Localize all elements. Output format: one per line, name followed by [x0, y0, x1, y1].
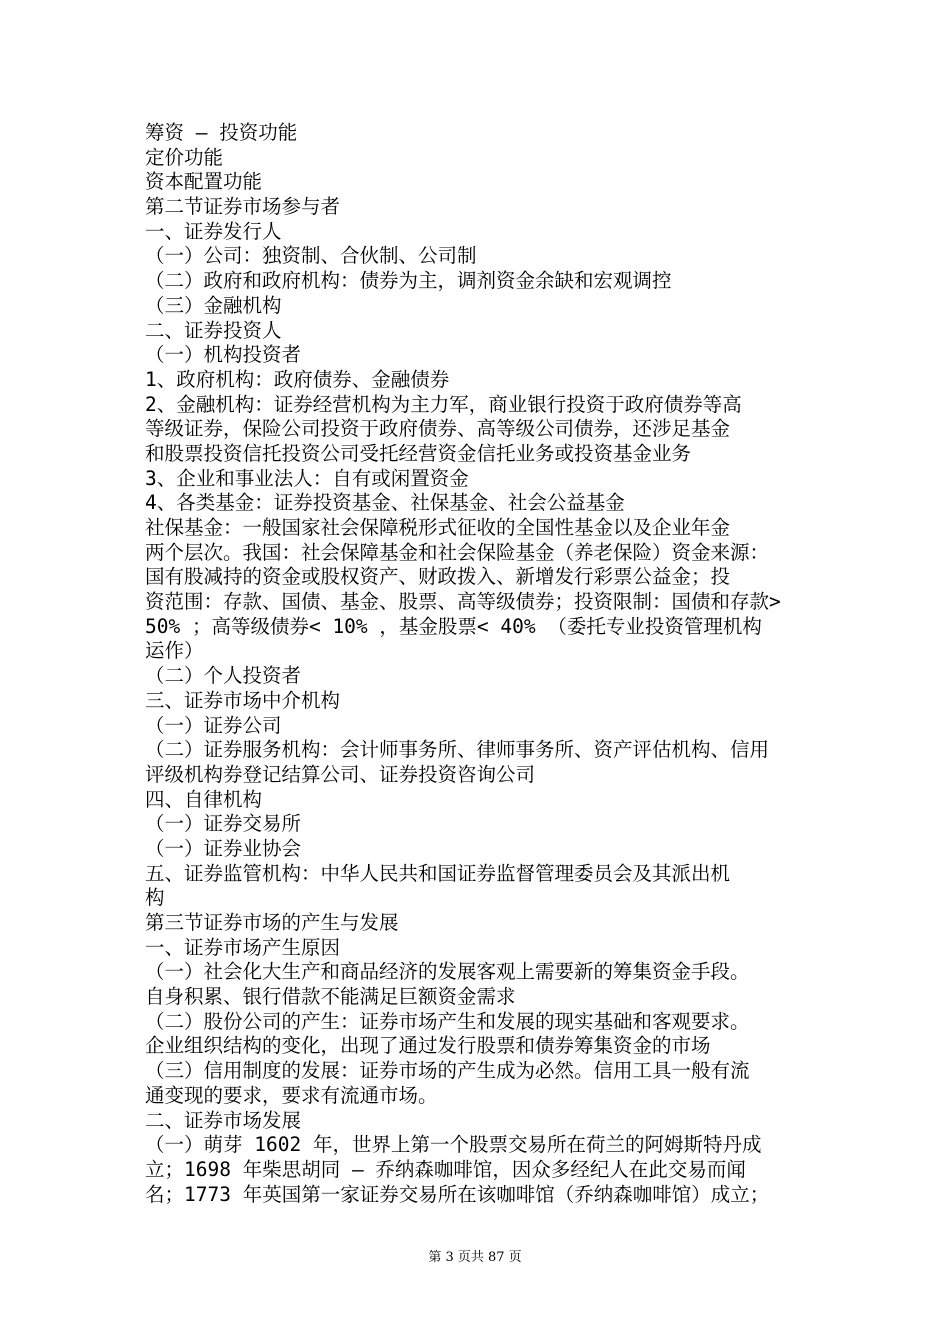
- section-heading: 第二节证券市场参与者: [145, 195, 341, 219]
- text-line: 国有股减持的资金或股权资产、财政拨入、新增发行彩票公益金；投: [145, 565, 731, 589]
- text-line: 四、自律机构: [145, 787, 263, 811]
- text-line: 2、金融机构：证券经营机构为主力军，商业银行投资于政府债券等高: [145, 392, 742, 416]
- text-line: （一）社会化大生产和商品经济的发展客观上需要新的筹集资金手段。: [145, 960, 750, 984]
- text-line: （三）金融机构: [145, 293, 282, 317]
- text-line: 名；1773 年英国第一家证券交易所在该咖啡馆（乔纳森咖啡馆）成立；: [145, 1182, 770, 1206]
- text-line: （一）公司：独资制、合伙制、公司制: [145, 244, 477, 268]
- text-line: 通变现的要求，要求有流通市场。: [145, 1083, 438, 1107]
- text-line: 两个层次。我国：社会保障基金和社会保险基金（养老保险）资金来源：: [145, 540, 770, 564]
- text-line: 4、各类基金：证券投资基金、社保基金、社会公益基金: [145, 491, 625, 515]
- text-line: （一）证券业协会: [145, 836, 302, 860]
- text-line: 运作）: [145, 639, 204, 663]
- text-line: 评级机构券登记结算公司、证券投资咨询公司: [145, 762, 536, 786]
- text-line: 50% ；高等级债券< 10% ，基金股票< 40% （委托专业投资管理机构: [145, 614, 762, 638]
- text-line: 资本配置功能: [145, 170, 263, 194]
- text-line: （一）证券公司: [145, 713, 282, 737]
- text-line: 资范围：存款、国债、基金、股票、高等级债券；投资限制：国债和存款>: [145, 590, 781, 614]
- text-line: 和股票投资信托投资公司受托经营资金信托业务或投资基金业务: [145, 441, 692, 465]
- text-line: （二）个人投资者: [145, 664, 302, 688]
- text-line: 等级证券，保险公司投资于政府债券、高等级公司债券，还涉足基金: [145, 417, 731, 441]
- text-line: 一、证券市场产生原因: [145, 935, 341, 959]
- text-line: 构: [145, 886, 165, 910]
- text-line: 定价功能: [145, 145, 224, 169]
- page-number: 第 3 页共 87 页: [428, 1250, 522, 1265]
- text-line: 二、证券市场发展: [145, 1108, 302, 1132]
- text-line: 1、政府机构：政府债券、金融债券: [145, 367, 450, 391]
- section-heading: 第三节证券市场的产生与发展: [145, 911, 399, 934]
- text-line: 3、企业和事业法人：自有或闲置资金: [145, 466, 469, 490]
- text-line: 一、证券发行人: [145, 219, 282, 243]
- text-line: （二）股份公司的产生：证券市场产生和发展的现实基础和客观要求。: [145, 1009, 750, 1033]
- text-line: 企业组织结构的变化，出现了通过发行股票和债券筹集资金的市场: [145, 1034, 711, 1058]
- text-line: 三、证券市场中介机构: [145, 688, 341, 712]
- text-line: 五、证券监管机构：中华人民共和国证券监督管理委员会及其派出机: [145, 861, 731, 885]
- text-line: 筹资 – 投资功能: [145, 121, 298, 144]
- text-line: （二）证券服务机构：会计师事务所、律师事务所、资产评估机构、信用: [145, 738, 770, 762]
- text-line: 二、证券投资人: [145, 318, 282, 342]
- text-line: （一）萌芽 1602 年，世界上第一个股票交易所在荷兰的阿姆斯特丹成: [145, 1133, 762, 1157]
- text-line: 自身积累、银行借款不能满足巨额资金需求: [145, 985, 516, 1009]
- text-line: （一）证券交易所: [145, 812, 302, 836]
- text-line: 社保基金：一般国家社会保障税形式征收的全国性基金以及企业年金: [145, 516, 731, 539]
- text-line: （二）政府和政府机构：债券为主，调剂资金余缺和宏观调控: [145, 269, 672, 293]
- text-line: （一）机构投资者: [145, 343, 302, 367]
- text-line: （三）信用制度的发展：证券市场的产生成为必然。信用工具一般有流: [145, 1059, 750, 1083]
- text-line: 立；1698 年柴思胡同 – 乔纳森咖啡馆，因众多经纪人在此交易而闻: [145, 1157, 746, 1181]
- document-body: [145, 121, 825, 1207]
